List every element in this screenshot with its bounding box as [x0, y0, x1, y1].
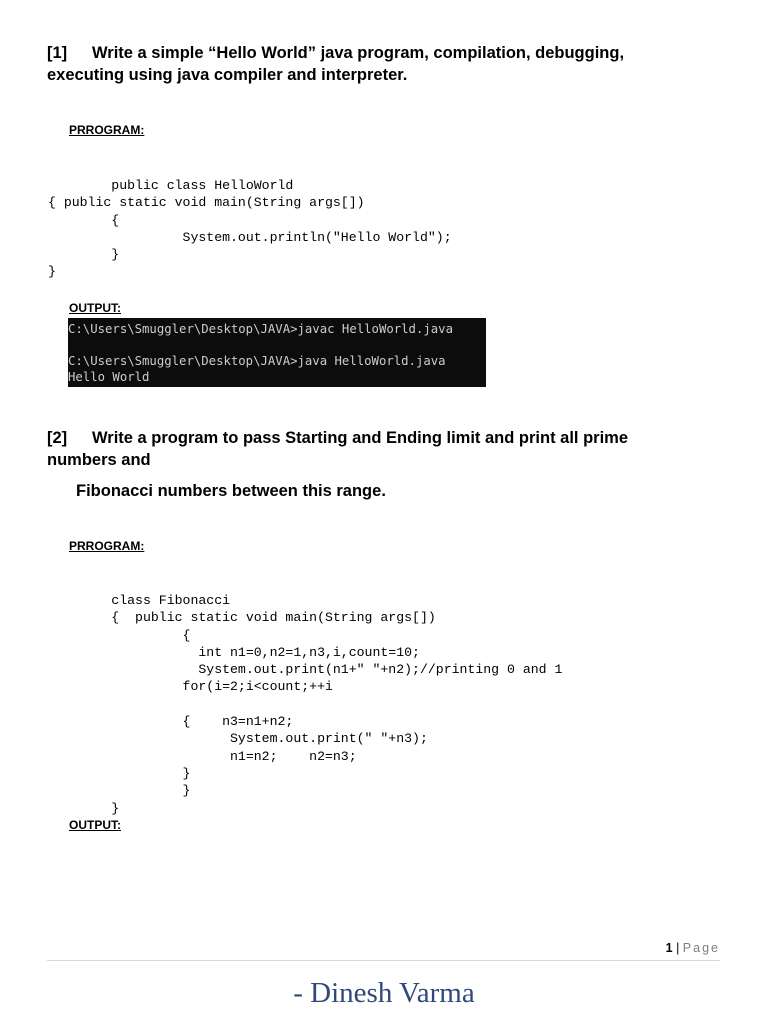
- question-1-heading: [47, 42, 747, 86]
- q1-output-label: OUTPUT:: [69, 301, 121, 315]
- question-1-number: [1]: [47, 44, 68, 62]
- author-signature: - Dinesh Varma: [293, 977, 475, 1009]
- code-line: for(i=2;i<count;++i: [48, 679, 333, 695]
- code-line: }: [48, 264, 56, 280]
- question-2-line1: [47, 427, 747, 449]
- question-1-line2: executing using java compiler and interpreter.: [47, 66, 408, 84]
- q2-code-block: [48, 592, 562, 817]
- code-line: int n1=0,n2=1,n3,i,count=10;: [48, 644, 420, 660]
- question-2-number: [2]: [47, 429, 68, 447]
- code-line: System.out.print(n1+" "+n2);//printing 0 and 1: [48, 662, 563, 678]
- code-line: { n3=n1+n2;: [48, 714, 294, 730]
- q2-program-label: PRROGRAM:: [69, 539, 145, 553]
- page-number: 1: [665, 941, 673, 955]
- q2-output-label: OUTPUT:: [69, 818, 121, 832]
- console-line: Hello World: [68, 370, 150, 384]
- q1-console-output: [68, 318, 486, 387]
- question-1-text: Write a simple “Hello World” java program, compilation, debugging,: [92, 44, 625, 62]
- question-2-line3: Fibonacci numbers between this range.: [76, 482, 386, 500]
- question-1-line1: [47, 42, 747, 64]
- code-line: }: [48, 783, 191, 799]
- code-line: class Fibonacci: [48, 593, 231, 608]
- page-word: Page: [682, 941, 720, 955]
- code-line: {: [48, 627, 191, 643]
- question-2-line2: numbers and: [47, 451, 151, 469]
- code-line: }: [48, 247, 120, 263]
- page-number-footer: [666, 941, 720, 955]
- console-line: [68, 337, 486, 353]
- code-line: }: [48, 765, 191, 781]
- console-line: C:\Users\Smuggler\Desktop\JAVA>java HelloWorld.java: [68, 354, 446, 368]
- code-line: n1=n2; n2=n3;: [48, 748, 357, 764]
- question-2-text: Write a program to pass Starting and Ending limit and print all prime: [92, 429, 629, 447]
- code-line: System.out.println("Hello World");: [48, 229, 452, 245]
- code-line: {: [48, 212, 120, 228]
- console-line: C:\Users\Smuggler\Desktop\JAVA>javac HelloWorld.java: [68, 322, 453, 336]
- footer-divider: [47, 960, 720, 961]
- code-line: [48, 696, 562, 713]
- q1-code-block: [48, 177, 452, 281]
- code-line: System.out.print(" "+n3);: [48, 731, 428, 747]
- code-line: public class HelloWorld: [48, 178, 294, 193]
- code-line: { public static void main(String args[]): [48, 610, 436, 626]
- code-line: { public static void main(String args[]): [48, 195, 365, 211]
- question-2-heading: [47, 427, 747, 471]
- code-line: }: [48, 800, 120, 816]
- q1-program-label: PRROGRAM:: [69, 123, 145, 137]
- page-separator: |: [676, 941, 680, 955]
